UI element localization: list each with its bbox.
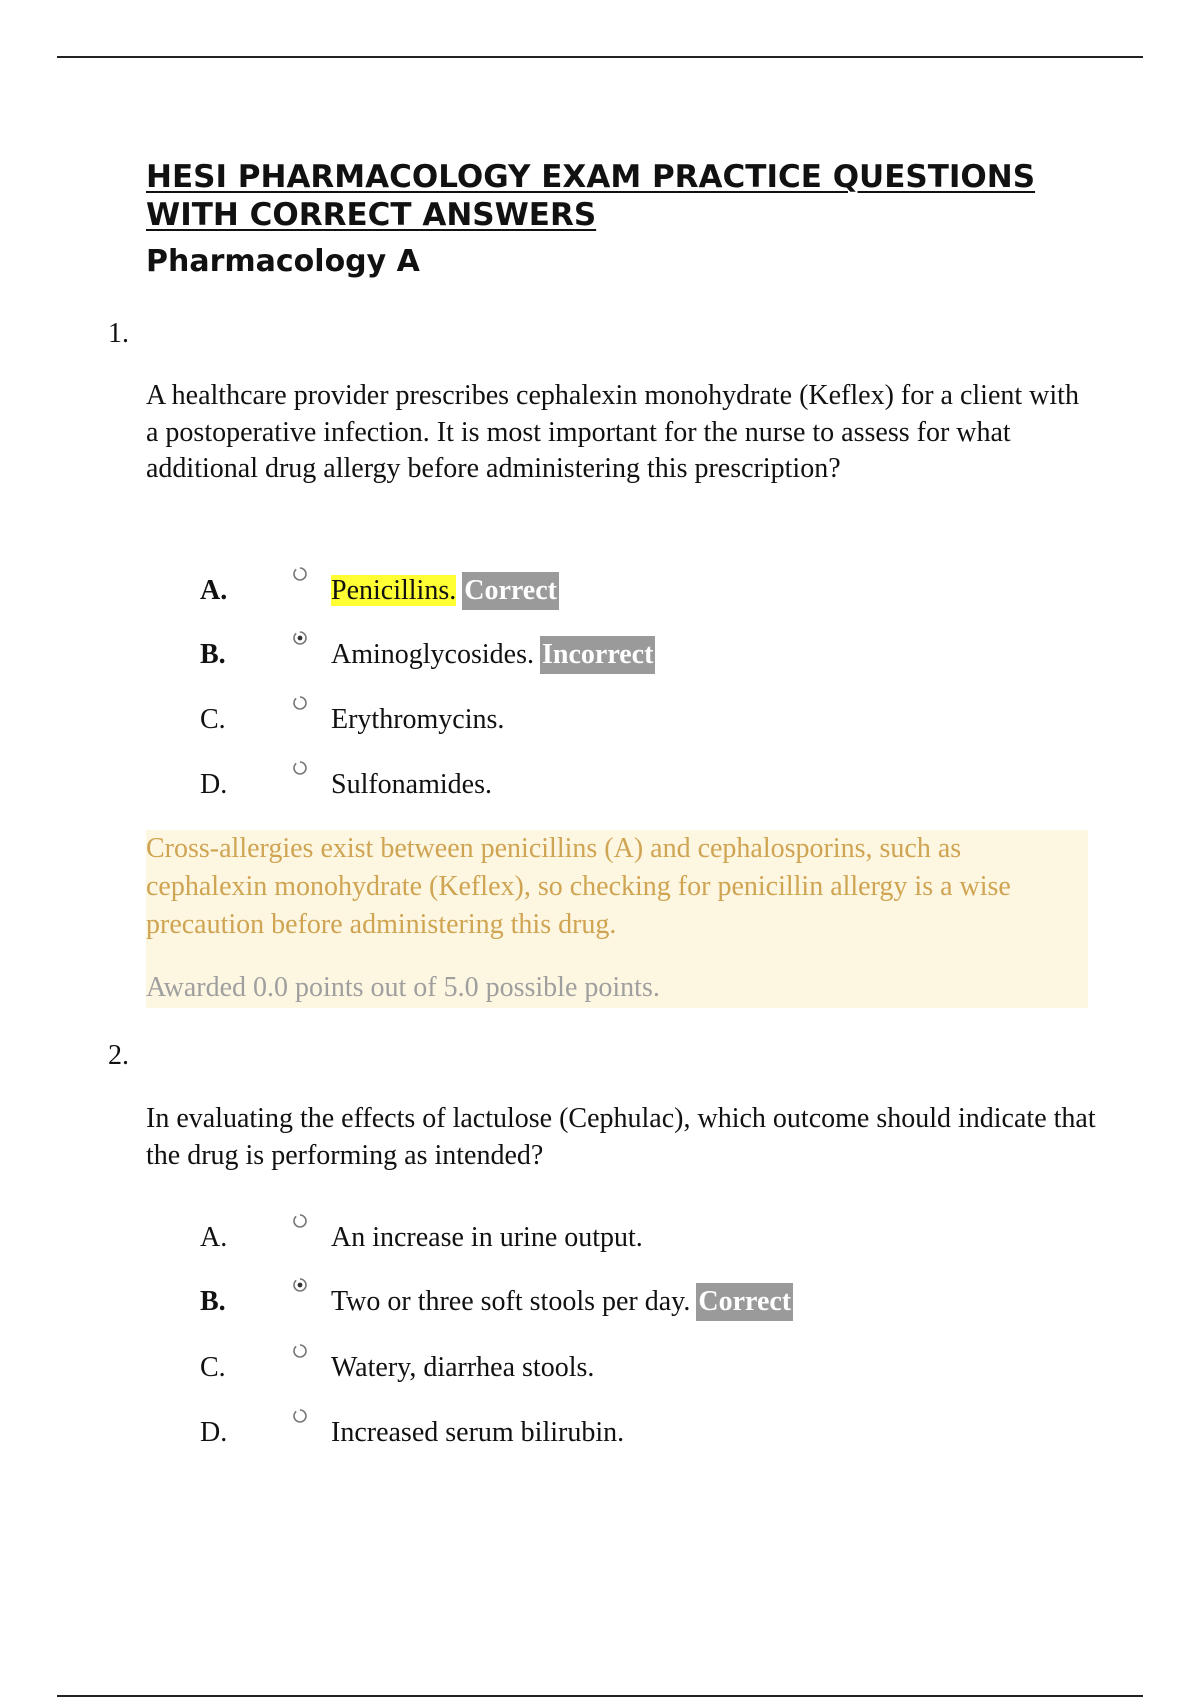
feedback-box (146, 830, 1088, 1008)
option-text (331, 635, 655, 675)
document-subtitle: Pharmacology A (146, 244, 420, 279)
question-1-option-c[interactable] (200, 700, 1080, 740)
radio-unselected-icon[interactable] (291, 565, 309, 583)
question-2-option-d[interactable] (200, 1413, 1080, 1453)
option-letter: C. (200, 704, 226, 735)
radio-selected-icon[interactable] (291, 1276, 309, 1294)
question-2-option-b[interactable] (200, 1282, 1080, 1322)
option-letter: C. (200, 1352, 226, 1383)
top-rule (57, 56, 1143, 58)
correct-badge: Correct (696, 1283, 793, 1321)
option-letter: B. (200, 1286, 226, 1317)
feedback-text: Cross-allergies exist between penicillins (A) and cephalosporins, such as cephalexin monohydrate (Keflex), so checking for penicillin allergy is a wise precaution before administering this drug. (146, 833, 1011, 940)
radio-unselected-icon[interactable] (291, 759, 309, 777)
radio-unselected-icon[interactable] (291, 694, 309, 712)
question-2-option-a[interactable] (200, 1218, 1080, 1258)
option-letter: B. (200, 639, 226, 670)
option-text: Increased serum bilirubin. (331, 1417, 625, 1448)
option-text: An increase in urine output. (331, 1222, 643, 1253)
option-text: Sulfonamides. (331, 769, 492, 800)
option-text (331, 1282, 793, 1322)
incorrect-badge: Incorrect (540, 636, 655, 674)
question-2-number: 2. (108, 1040, 129, 1071)
highlighted-answer: Penicillins. (331, 575, 457, 606)
option-letter: A. (200, 1222, 228, 1253)
answer-text: Two or three soft stools per day. (331, 1286, 691, 1317)
radio-selected-icon[interactable] (291, 629, 309, 647)
question-1-option-b[interactable] (200, 635, 1080, 675)
question-1-option-d[interactable] (200, 765, 1080, 805)
option-text: Watery, diarrhea stools. (331, 1352, 595, 1383)
option-letter: A. (200, 575, 228, 606)
radio-unselected-icon[interactable] (291, 1212, 309, 1230)
question-1-option-a[interactable] (200, 571, 1080, 611)
question-2-text: In evaluating the effects of lactulose (Cephulac), which outcome should indicate that the drug is performing as intended? (146, 1103, 1096, 1171)
correct-badge: Correct (462, 572, 559, 610)
bottom-rule (57, 1695, 1143, 1697)
question-1-number: 1. (108, 318, 129, 349)
question-1-text: A healthcare provider prescribes cephalexin monohydrate (Keflex) for a client with a postoperative infection. It is most important for the nurse to assess for what additional drug allergy before administering this prescription? (146, 380, 1079, 484)
option-letter: D. (200, 1417, 228, 1448)
answer-text: Aminoglycosides. (331, 639, 534, 670)
document-title: HESI PHARMACOLOGY EXAM PRACTICE QUESTIONS WITH CORRECT ANSWERS (146, 159, 1036, 233)
option-text (331, 571, 559, 611)
option-text: Erythromycins. (331, 704, 505, 735)
option-letter: D. (200, 769, 228, 800)
radio-unselected-icon[interactable] (291, 1342, 309, 1360)
points-awarded: Awarded 0.0 points out of 5.0 possible points. (146, 972, 660, 1003)
radio-unselected-icon[interactable] (291, 1407, 309, 1425)
question-2-option-c[interactable] (200, 1348, 1080, 1388)
